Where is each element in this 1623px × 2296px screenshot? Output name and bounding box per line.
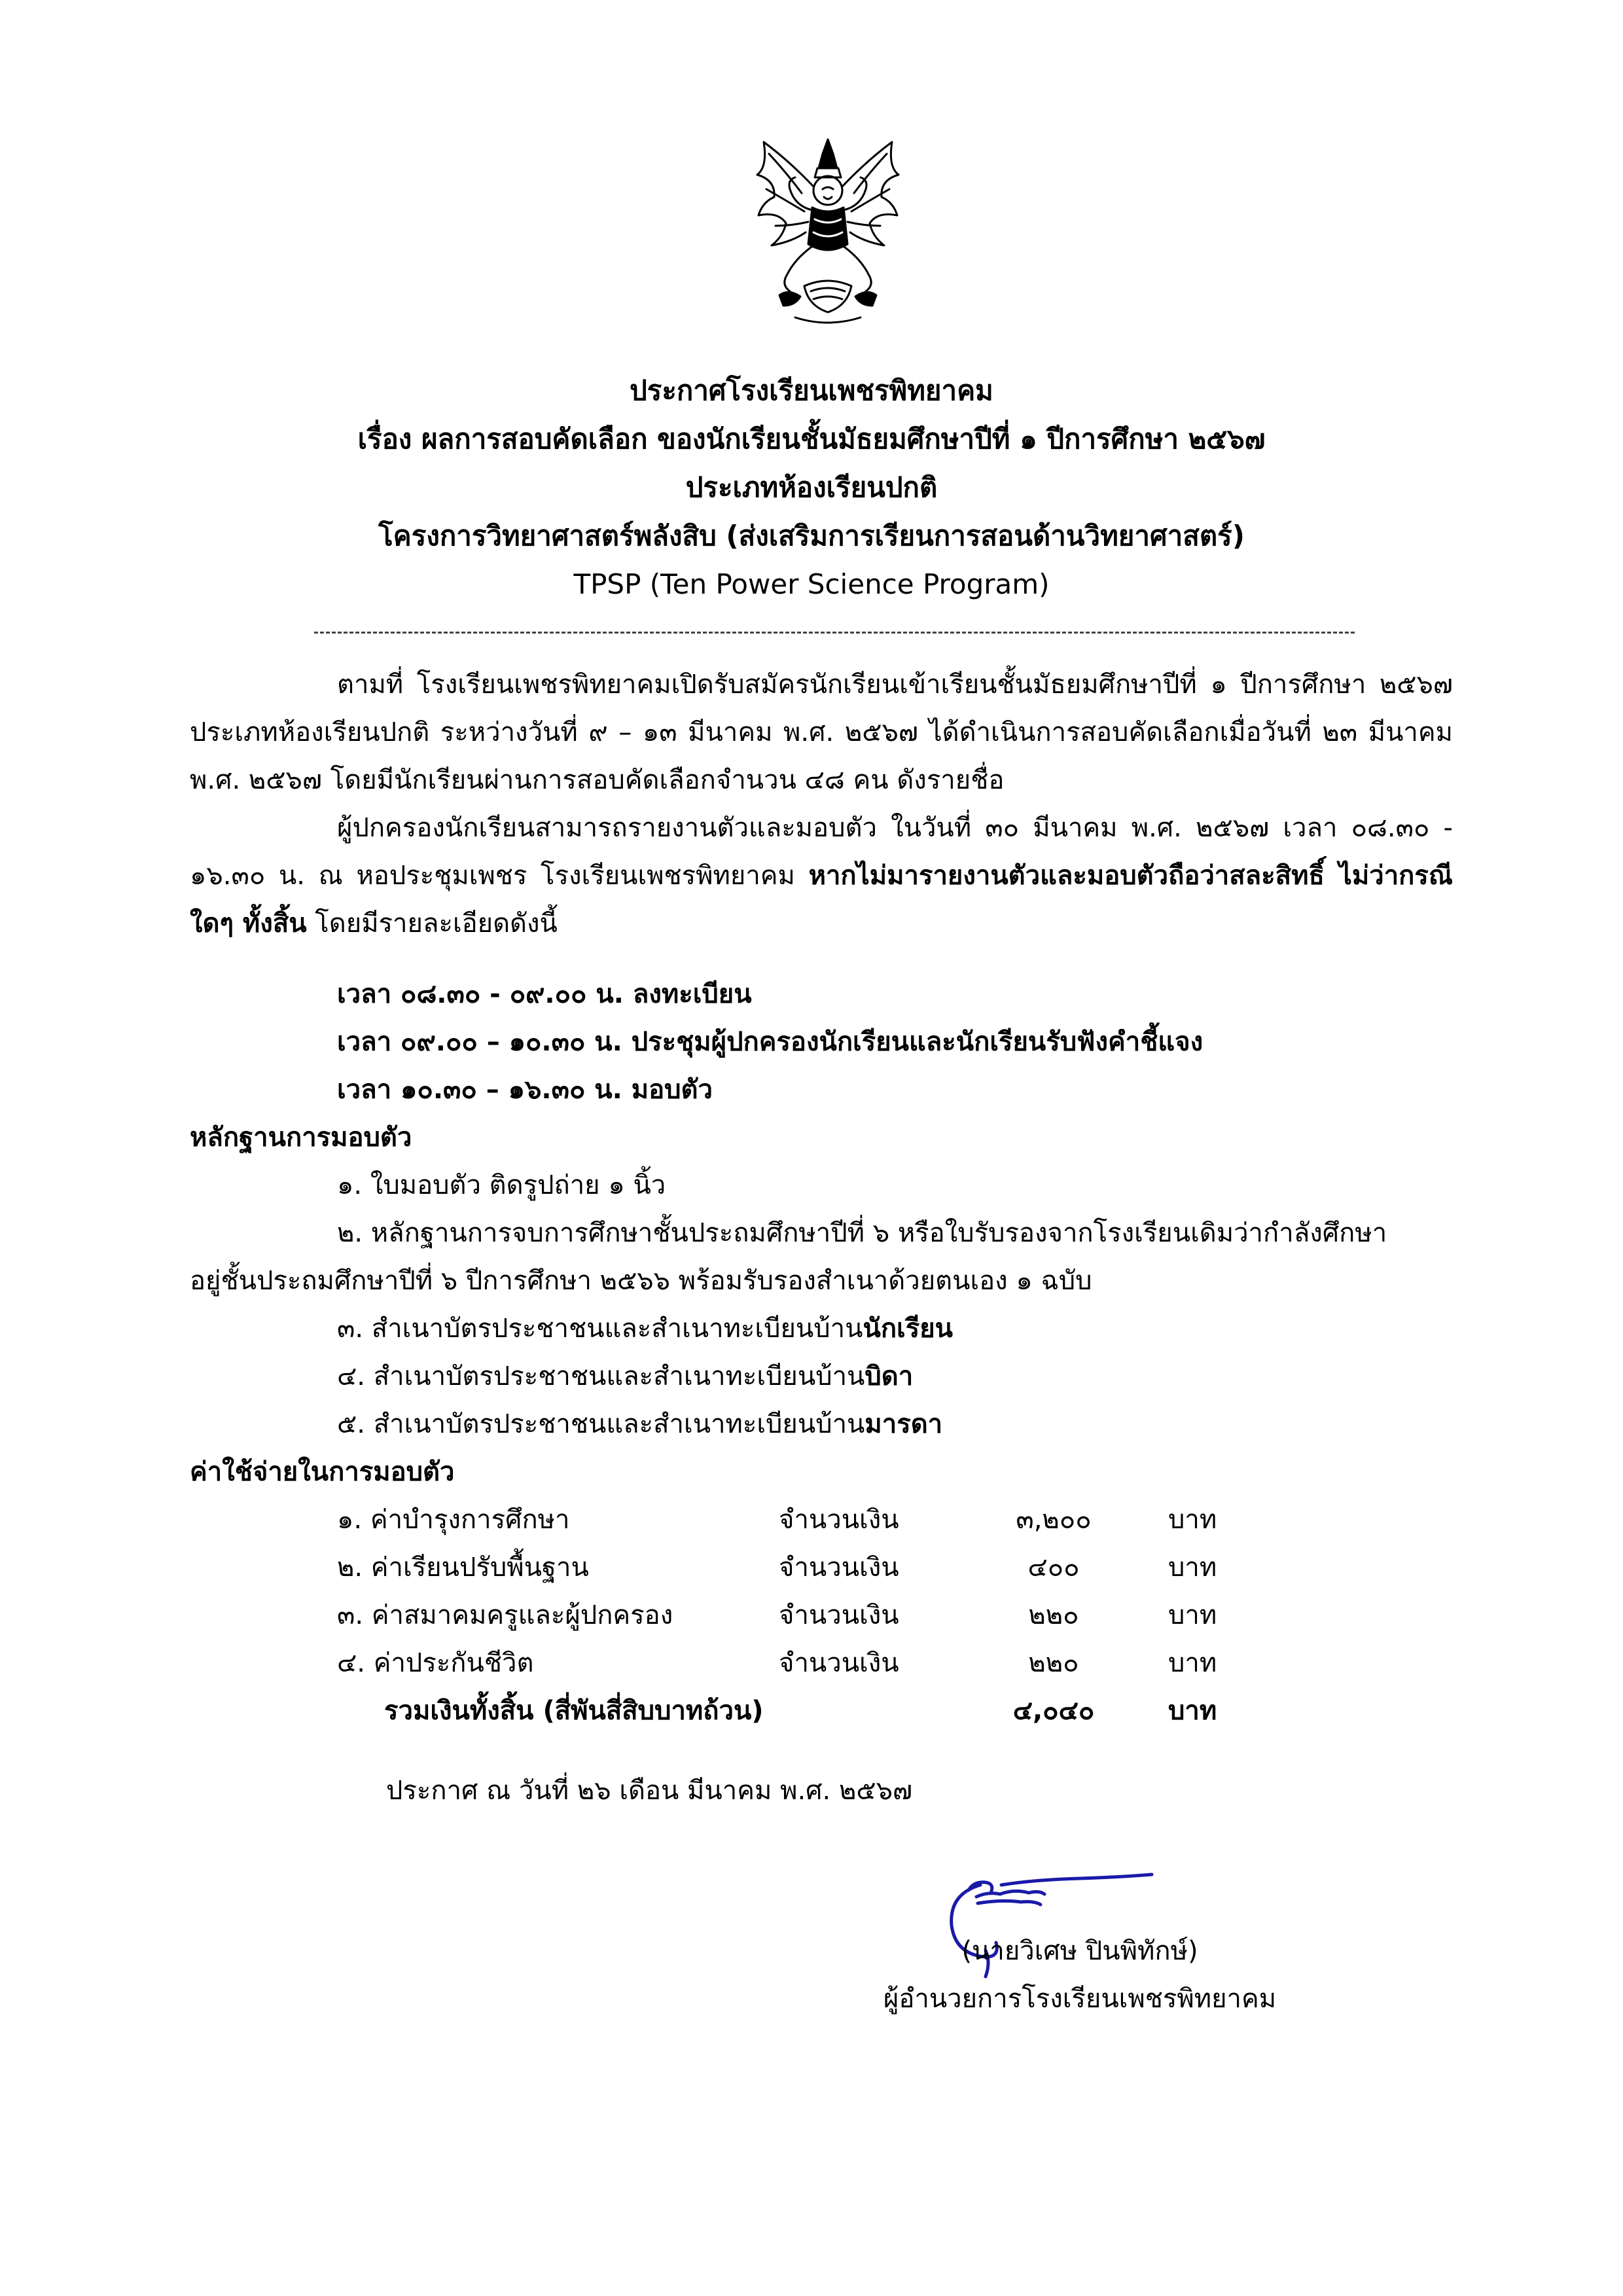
fee-row [337, 1496, 1253, 1544]
fee-total-amount: ๔,๐๔๐ [1012, 1696, 1095, 1726]
evidence-item [337, 1353, 913, 1401]
fee-total-unit: บาท [1168, 1696, 1217, 1726]
evidence-item-subject: บิดา [865, 1361, 914, 1391]
program-english-line: TPSP (Ten Power Science Program) [573, 568, 1050, 600]
fee-name: ๒. ค่าเรียนปรับพื้นฐาน [337, 1552, 589, 1583]
intro-paragraph [190, 661, 1453, 804]
evidence-item-subject: มารดา [865, 1409, 943, 1439]
document-title: ประกาศโรงเรียนเพชรพิทยาคม [630, 374, 993, 406]
fee-unit: บาท [1168, 1505, 1217, 1535]
evidence-item-text: ๓. สำเนาบัตรประชาชนและสำเนาทะเบียนบ้าน [337, 1314, 863, 1344]
fee-unit: บาท [1168, 1648, 1217, 1678]
fee-name: ๑. ค่าบำรุงการศึกษา [337, 1505, 570, 1535]
evidence-section-title: หลักฐานการมอบตัว [190, 1122, 412, 1153]
fee-name: ๔. ค่าประกันชีวิต [337, 1648, 534, 1678]
evidence-item-text: ๔. สำเนาบัตรประชาชนและสำเนาทะเบียนบ้าน [337, 1361, 865, 1391]
schedule-item: เวลา ๐๘.๓๐ - ๐๙.๐๐ น. ลงทะเบียน [337, 979, 752, 1009]
announcement-date: ประกาศ ณ วันที่ ๒๖ เดือน มีนาคม พ.ศ. ๒๕๖๗ [386, 1776, 913, 1806]
garuda-emblem-icon [749, 134, 906, 331]
fee-amount-label: จำนวนเงิน [779, 1505, 899, 1535]
fee-row [337, 1544, 1253, 1592]
evidence-item: ๒. หลักฐานการจบการศึกษาชั้นประถมศึกษาปีที่ ๖ หรือใบรับรองจากโรงเรียนเดิมว่ากำลังศึกษา [337, 1218, 1387, 1248]
subject-line: เรื่อง ผลการสอบคัดเลือก ของนักเรียนชั้นมัธยมศึกษาปีที่ ๑ ปีการศึกษา ๒๕๖๗ [357, 423, 1266, 455]
reporting-paragraph [190, 804, 1453, 948]
fee-unit: บาท [1168, 1600, 1217, 1630]
fee-name: ๓. ค่าสมาคมครูและผู้ปกครอง [337, 1600, 673, 1630]
evidence-item [337, 1305, 953, 1353]
schedule-item: เวลา ๐๙.๐๐ – ๑๐.๓๐ น. ประชุมผู้ปกครองนักเรียนและนักเรียนรับฟังคำชี้แจง [337, 1027, 1204, 1057]
fee-row [337, 1640, 1253, 1687]
fee-amount-label: จำนวนเงิน [779, 1552, 899, 1583]
evidence-item [337, 1401, 942, 1448]
forfeit-warning: หากไม่มารายงานตัวและมอบตัวถือว่าสละสิทธิ์ ไม่ว่ากรณีใดๆ ทั้งสิ้น [190, 861, 1453, 939]
fee-amount-label: จำนวนเงิน [779, 1600, 899, 1630]
fee-unit: บาท [1168, 1552, 1217, 1583]
reporting-text: ผู้ปกครองนักเรียนสามารถรายงานตัวและมอบตัว ในวันที่ ๓๐ มีนาคม พ.ศ. ๒๕๖๗ เวลา ๐๘.๓๐ - ๑๖.๓๐ น. ณ หอประชุมเพชร โรงเรียนเพชรพิทยาคม [190, 813, 1453, 891]
fee-amount: ๔๐๐ [1027, 1552, 1080, 1583]
fees-section-title: ค่าใช้จ่ายในการมอบตัว [190, 1457, 455, 1487]
evidence-item: ๑. ใบมอบตัว ติดรูปถ่าย ๑ นิ้ว [337, 1170, 666, 1200]
signer-title: ผู้อำนวยการโรงเรียนเพชรพิทยาคม [883, 1984, 1277, 2014]
dashed-divider [314, 632, 1355, 634]
fee-amount: ๓,๒๐๐ [1016, 1505, 1092, 1535]
fee-amount-label: จำนวนเงิน [779, 1648, 899, 1678]
fee-amount: ๒๒๐ [1028, 1648, 1079, 1678]
fee-total-row [337, 1687, 1253, 1735]
evidence-item-text: ๕. สำเนาบัตรประชาชนและสำเนาทะเบียนบ้าน [337, 1409, 865, 1439]
program-line: โครงการวิทยาศาสตร์พลังสิบ (ส่งเสริมการเรียนการสอนด้านวิทยาศาสตร์) [378, 520, 1245, 552]
evidence-item-continuation: อยู่ชั้นประถมศึกษาปีที่ ๖ ปีการศึกษา ๒๕๖๖ พร้อมรับรองสำเนาด้วยตนเอง ๑ ฉบับ [190, 1266, 1092, 1296]
fee-total-label: รวมเงินทั้งสิ้น (สี่พันสี่สิบบาทถ้วน) [384, 1696, 764, 1726]
schedule-item: เวลา ๑๐.๓๐ – ๑๖.๓๐ น. มอบตัว [337, 1075, 713, 1105]
fee-row [337, 1592, 1253, 1640]
evidence-item-subject: นักเรียน [863, 1314, 953, 1344]
fee-amount: ๒๒๐ [1028, 1600, 1079, 1630]
signer-name: (นายวิเศษ ปินพิทักษ์) [961, 1936, 1198, 1966]
intro-text: ตามที่ โรงเรียนเพชรพิทยาคมเปิดรับสมัครนักเรียนเข้าเรียนชั้นมัธยมศึกษาปีที่ ๑ ปีการศึกษา ๒๕๖๗ ประเภทห้องเรียนปกติ ระหว่างวันที่ ๙ – ๑๓ มีนาคม พ.ศ. ๒๕๖๗ ได้ดำเนินการสอบคัดเลือกเมื่อวันที่ ๒๓ มีนาคม พ.ศ. ๒๕๖๗ โดยมีนักเรียนผ่านการสอบคัดเลือกจำนวน ๔๘ คน ดังรายชื่อ [190, 670, 1453, 795]
reporting-text-end: โดยมีรายละเอียดดังนี้ [306, 908, 558, 939]
class-type-line: ประเภทห้องเรียนปกติ [685, 471, 938, 503]
